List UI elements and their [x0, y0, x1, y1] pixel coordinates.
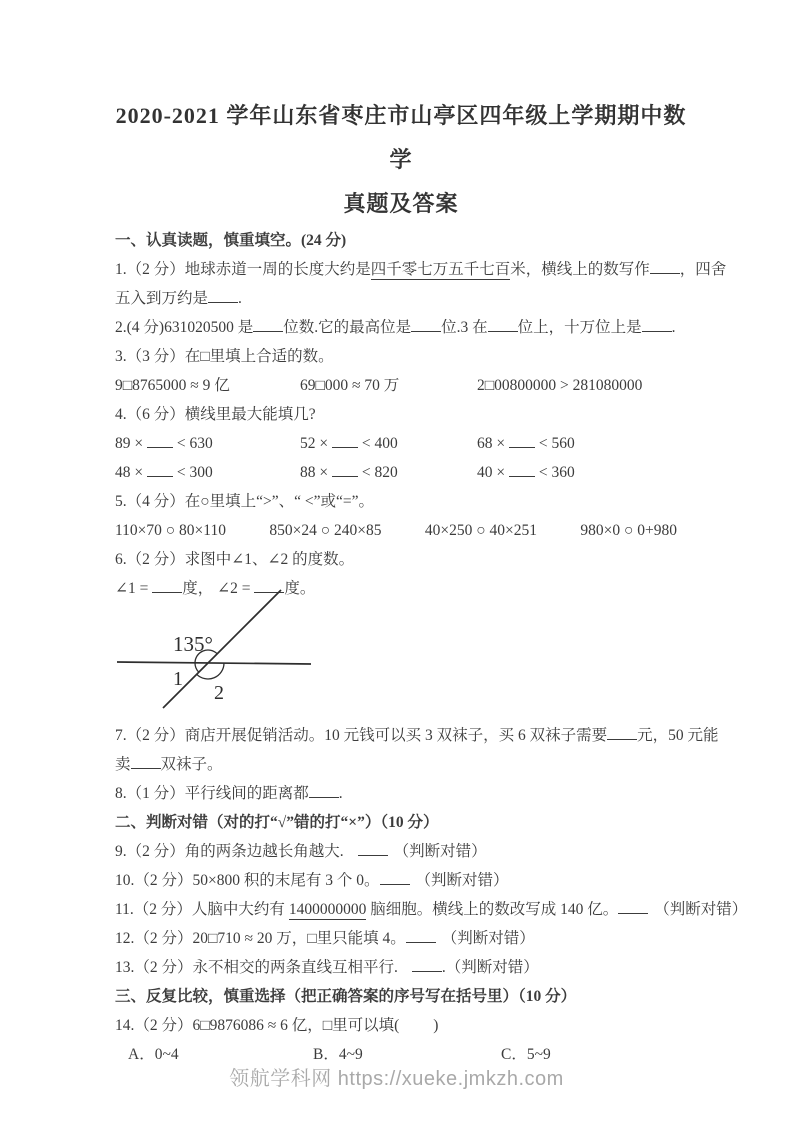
inequality-item: [477, 429, 687, 458]
question-text: 五入到万约是: [115, 290, 209, 307]
judge-blank: [412, 956, 442, 972]
question-text: 14.（2 分）6□9876086 ≈ 6 亿，□里可以填(: [115, 1017, 400, 1034]
question-text: 11.（2 分）人脑中大约有: [115, 901, 289, 918]
page-title-line1: 2020-2021 学年山东省枣庄市山亭区四年级上学期期中数学: [115, 103, 687, 172]
question-text: 度， ∠2 =: [182, 580, 255, 597]
section-2-heading: 二、判断对错（对的打“√”错的打“×”）（10 分）: [115, 814, 439, 831]
question-text: 脑细胞。横线上的数改写成 140 亿。: [366, 901, 619, 918]
underlined-number-words: 四千零七万五千七百: [370, 261, 511, 278]
question-text: 卖: [115, 756, 131, 773]
fill-blank: [509, 432, 535, 448]
question-text: 度。: [284, 580, 316, 597]
expression-right: < 360: [535, 464, 575, 481]
fill-blank: [332, 432, 358, 448]
compare-item: 980×0 ○ 0+980: [580, 522, 677, 539]
inequality-item: [300, 429, 477, 458]
question-10: [115, 866, 687, 895]
question-1-line2: [115, 284, 687, 313]
angle-1-label: 1: [173, 668, 183, 690]
fill-blank: [607, 724, 637, 740]
question-text: 元，50 元能: [637, 727, 719, 744]
page-title-line2: 真题及答案: [343, 191, 459, 216]
question-3-items: [115, 371, 687, 400]
fill-blank: [332, 461, 358, 477]
question-text: 位.3 在: [441, 319, 488, 336]
question-text: 位数.它的最高位是: [283, 319, 412, 336]
question-text: .: [671, 319, 676, 336]
expression-right: < 820: [358, 464, 398, 481]
question-text: .（判断对错）: [441, 959, 539, 976]
fill-blank: [147, 432, 173, 448]
question-4-row1: [115, 429, 687, 458]
exam-content: [115, 94, 748, 1069]
expression-right: < 300: [173, 464, 213, 481]
fill-square-item: 2□00800000 > 281080000: [477, 377, 643, 394]
question-text: （判断对错）: [441, 930, 535, 947]
question-13: [115, 953, 687, 982]
question-text: （判断对错）: [393, 843, 487, 860]
question-text: 双袜子。: [160, 756, 223, 773]
question-7-line2: [115, 750, 687, 779]
horizontal-line: [117, 662, 311, 664]
question-8: [115, 779, 687, 808]
question-text: ∠1 =: [115, 580, 153, 597]
inequality-item: [115, 429, 300, 458]
angle-diagram-svg: [115, 589, 315, 721]
question-5-items: [115, 516, 677, 545]
fill-blank: [411, 316, 441, 332]
question-text: 10.（2 分）50×800 积的末尾有 3 个 0。: [115, 872, 380, 889]
question-text: 8.（1 分）平行线间的距离都: [115, 785, 309, 802]
fill-blank: [642, 316, 672, 332]
judge-blank: [618, 898, 648, 914]
underlined-number: 1400000000: [288, 901, 367, 918]
question-4-row2: [115, 458, 687, 487]
judge-blank: [380, 869, 410, 885]
question-14: [115, 1011, 687, 1040]
angle-135-label: 135°: [173, 632, 213, 656]
expression-left: 48 ×: [115, 464, 147, 481]
fill-blank: [488, 316, 518, 332]
option-a: A．0~4: [128, 1046, 179, 1063]
expression-left: 52 ×: [300, 435, 332, 452]
angle-figure: [115, 603, 687, 721]
question-11: [115, 895, 748, 924]
page-title: [115, 94, 687, 226]
expression-left: 89 ×: [115, 435, 147, 452]
expression-right: < 630: [173, 435, 213, 452]
question-9: [115, 837, 687, 866]
expression-right: < 560: [535, 435, 575, 452]
expression-right: < 400: [358, 435, 398, 452]
expression-left: 68 ×: [477, 435, 509, 452]
section-1-heading: 一、认真读题，慎重填空。(24 分): [115, 232, 347, 249]
fill-blank: [309, 782, 339, 798]
compare-item: 40×250 ○ 40×251: [424, 522, 537, 539]
question-text: 13.（2 分）永不相交的两条直线互相平行.: [115, 959, 398, 976]
question-text: 7.（2 分）商店开展促销活动。10 元钱可以买 3 双袜子，买 6 双袜子需要: [115, 727, 608, 744]
question-4: 4.（6 分）横线里最大能填几?: [115, 406, 316, 423]
fill-square-item: 9□8765000 ≈ 9 亿: [115, 377, 230, 394]
compare-item: 110×70 ○ 80×110: [115, 522, 226, 539]
fill-blank: [253, 316, 283, 332]
fill-blank: [131, 753, 161, 769]
question-7-line1: [115, 721, 719, 750]
section-3-heading: 三、反复比较，慎重选择（把正确答案的序号写在括号里）（10 分）: [115, 988, 577, 1005]
question-text: 2.(4 分)631020500 是: [115, 319, 254, 336]
option-c: C．5~9: [501, 1046, 551, 1063]
compare-item: 850×24 ○ 240×85: [269, 522, 382, 539]
fill-blank: [509, 461, 535, 477]
question-text: 米，横线上的数写作: [510, 261, 650, 278]
question-12: [115, 924, 687, 953]
fill-square-item: 69□000 ≈ 70 万: [300, 377, 400, 394]
expression-left: 40 ×: [477, 464, 509, 481]
angle-2-label: 2: [214, 682, 224, 704]
expression-left: 88 ×: [300, 464, 332, 481]
question-text: 1.（2 分）地球赤道一周的长度大约是: [115, 261, 371, 278]
answer-space: [399, 1015, 433, 1030]
question-text: ，四舍: [679, 261, 727, 278]
question-1-line1: [115, 255, 727, 284]
question-text: （判断对错）: [654, 901, 748, 918]
question-text: 位上，十万位上是: [517, 319, 642, 336]
question-text: 9.（2 分）角的两条边越长角越大.: [115, 843, 344, 860]
fill-blank: [650, 258, 680, 274]
question-6: 6.（2 分）求图中∠1、∠2 的度数。: [115, 551, 355, 568]
question-text: ): [433, 1017, 439, 1034]
question-3: 3.（3 分）在□里填上合适的数。: [115, 348, 334, 365]
question-2: [115, 313, 687, 342]
angle-1-arc: [195, 663, 199, 672]
fill-blank: [147, 461, 173, 477]
judge-blank: [406, 927, 436, 943]
question-text: .: [338, 785, 343, 802]
question-text: 12.（2 分）20□710 ≈ 20 万，□里只能填 4。: [115, 930, 406, 947]
question-text: （判断对错）: [415, 872, 509, 889]
question-5: 5.（4 分）在○里填上“>”、“ <”或“=”。: [115, 493, 374, 510]
fill-blank: [208, 287, 238, 303]
inequality-item: [115, 458, 300, 487]
inequality-item: [300, 458, 477, 487]
footer-watermark: 领航学科网 https://xueke.jmkzh.com: [229, 1068, 564, 1090]
option-b: B．4~9: [313, 1046, 363, 1063]
inequality-item: [477, 458, 687, 487]
question-text: .: [238, 290, 242, 307]
judge-blank: [358, 840, 388, 856]
